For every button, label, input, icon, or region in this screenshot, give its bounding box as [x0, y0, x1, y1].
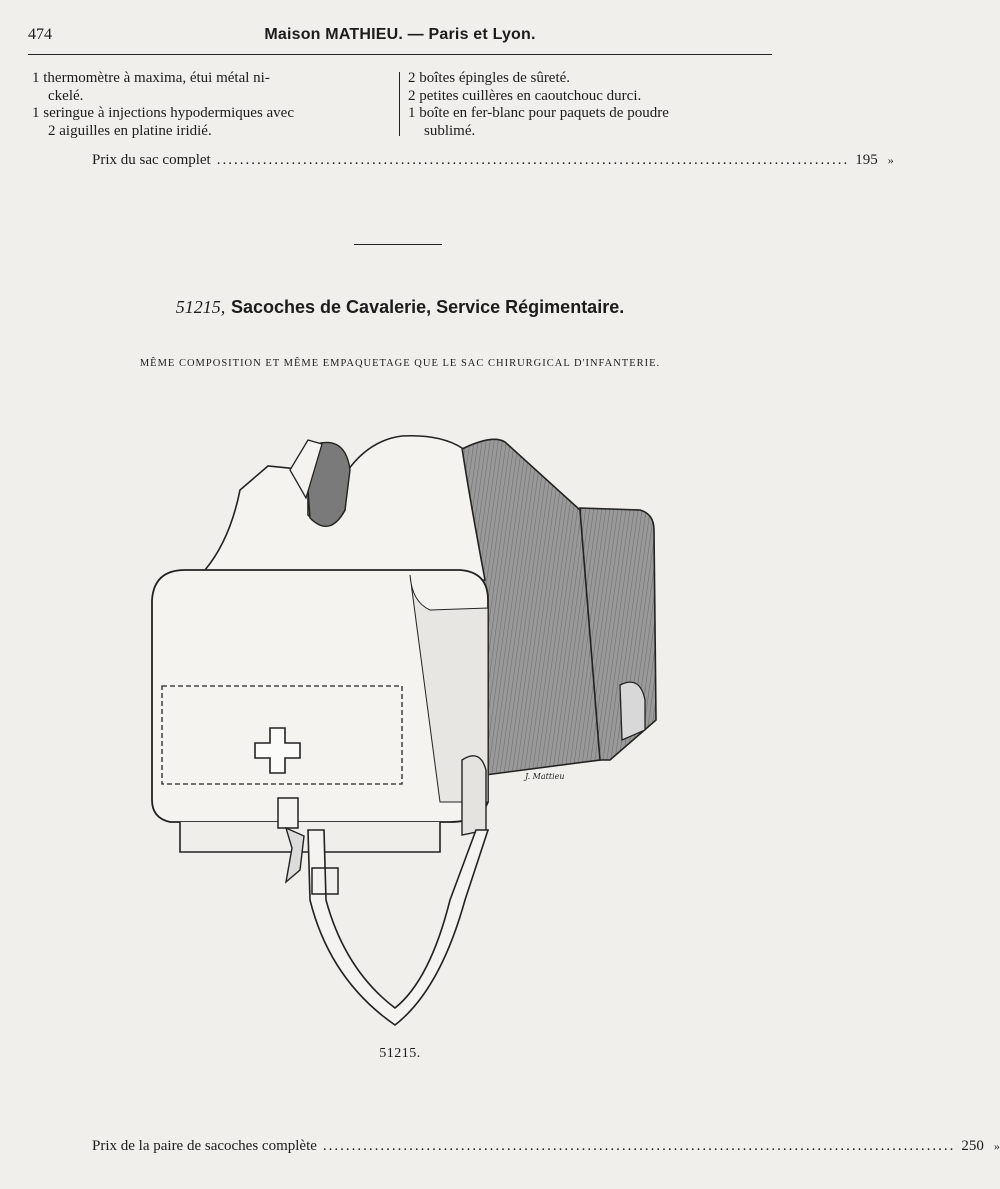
leader-dots: ..............................................................................................................	[216, 152, 850, 168]
list-item	[408, 88, 780, 106]
list-item-continuation: sublimé.	[424, 122, 476, 139]
list-item	[32, 105, 392, 140]
page-number: 474	[28, 26, 52, 43]
figure-caption: 51215.	[379, 1046, 421, 1061]
price-value: 250	[961, 1138, 984, 1154]
price-complete-line	[92, 152, 894, 169]
kit-list-right-column	[408, 70, 780, 140]
price-label: Prix du sac complet	[92, 152, 211, 168]
price-pair-line	[92, 1138, 1000, 1155]
column-divider	[399, 72, 400, 136]
price-unit: »	[887, 153, 894, 167]
carry-strap	[308, 830, 488, 1025]
list-item	[32, 70, 392, 105]
list-item-text: 1 seringue à injections hypodermiques avec	[32, 105, 295, 121]
article-title: Sacoches de Cavalerie, Service Régimentaire.	[231, 297, 625, 317]
saddlebag-illustration	[140, 430, 670, 1040]
list-item-text: 1 boîte en fer-blanc pour paquets de poudre	[408, 105, 669, 121]
list-item	[408, 105, 780, 140]
bag-back-flap	[205, 436, 485, 590]
kit-list-left-column	[32, 70, 392, 140]
list-item-continuation: 2 aiguilles en platine iridié.	[48, 122, 212, 139]
list-item	[408, 70, 780, 88]
article-heading	[0, 297, 800, 318]
list-item-text: 2 petites cuillères en caoutchouc durci.	[408, 87, 642, 104]
header-rule	[28, 54, 772, 55]
list-item-text: 1 thermomètre à maxima, étui métal ni-	[32, 70, 270, 86]
bag-front	[152, 570, 488, 852]
article-subtitle: MÊME COMPOSITION ET MÊME EMPAQUETAGE QUE LE SAC CHIRURGICAL D'INFANTERIE.	[139, 358, 661, 369]
section-separator	[354, 244, 442, 245]
price-label: Prix de la paire de sacoches complète	[92, 1138, 317, 1154]
list-item-text: 2 boîtes épingles de sûreté.	[408, 70, 571, 86]
running-header	[28, 24, 772, 50]
article-number: 51215,	[175, 297, 226, 317]
list-item-continuation: ckelé.	[48, 87, 84, 104]
leader-dots: ..............................................................................................................	[322, 1138, 956, 1154]
running-title: Maison MATHIEU. — Paris et Lyon.	[264, 26, 536, 43]
price-unit: »	[993, 1139, 1000, 1153]
engraver-signature: J. Mattieu	[525, 772, 565, 781]
price-value: 195	[855, 152, 878, 168]
